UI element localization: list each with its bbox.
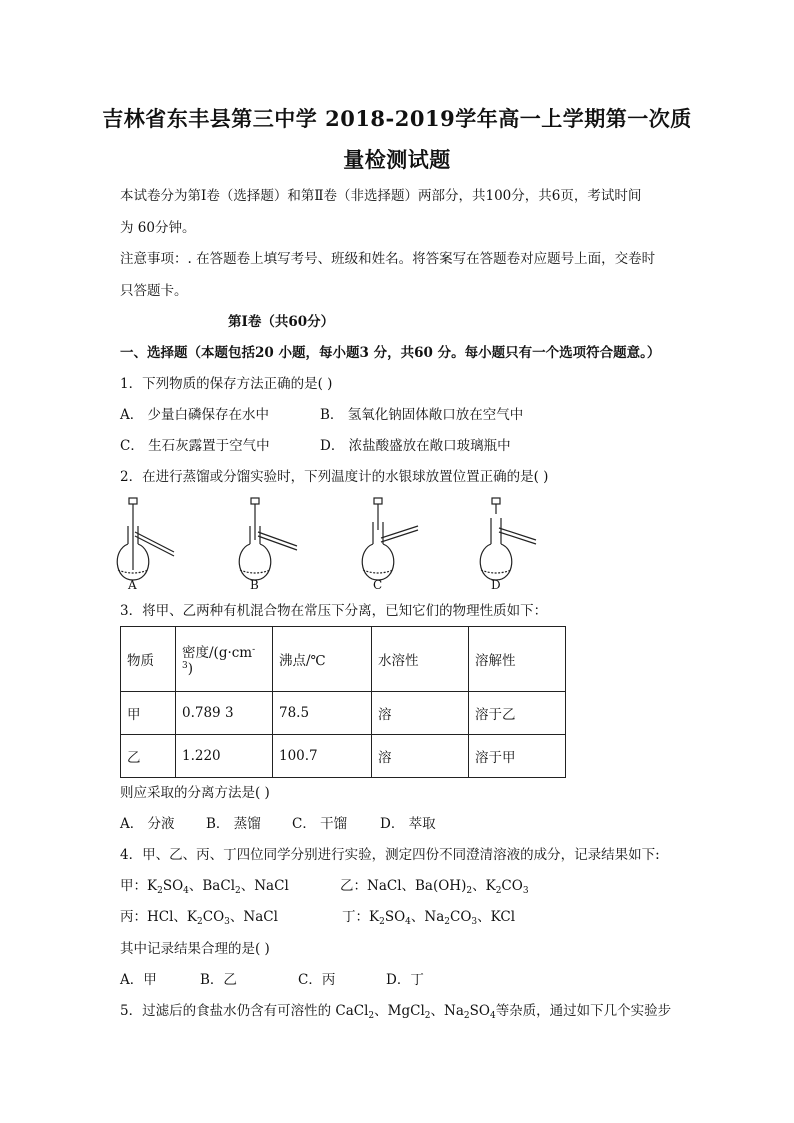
table-cell: 78.5	[273, 692, 372, 735]
table-cell: 甲	[121, 692, 176, 735]
q1-option-a: A． 少量白磷保存在水中	[120, 407, 270, 423]
apparatus-a	[117, 498, 174, 580]
apparatus-label-c: C	[373, 578, 383, 592]
table-cell: 溶于甲	[469, 735, 566, 778]
q4-option-a: A．甲	[120, 972, 157, 988]
part1-heading: 第Ⅰ卷（共60分）	[228, 314, 335, 330]
q4-record-bing: 丙：HCl、$K_2CO_3$、NaCl	[120, 909, 278, 927]
q1-option-d: D． 浓盐酸盛放在敞口玻璃瓶中	[320, 438, 511, 454]
density-header-text: 密度/(g·cm	[182, 645, 253, 661]
q5-stem: 5．过滤后的食盐水仍含有可溶性的 CaCl$_2$、MgCl$_2$、$Na_2SO_4$等杂质，通过如下几个实验步	[120, 1003, 672, 1021]
q3-option-d: D． 萃取	[380, 816, 436, 832]
q5-stem-start: 5．过滤后的食盐水仍含有可溶性的	[120, 1003, 336, 1019]
table-header-cell: 物质	[121, 627, 176, 692]
notice-line-1: 注意事项：. 在答题卷上填写考号、班级和姓名。将答案写在答题卷对应题号上面，交卷时	[120, 251, 656, 267]
title-line-2: 量检测试题	[343, 147, 451, 172]
q4-stem: 4．甲、乙、丙、丁四位同学分别进行实验，测定四份不同澄清溶液的成分，记录结果如下:	[120, 847, 660, 863]
q4-followup: 其中记录结果合理的是( )	[120, 941, 270, 957]
section1-heading: 一、选择题（本题包括20 小题，每小题3 分，共60 分。每小题只有一个选项符合题意。）	[120, 345, 661, 361]
q1-option-b: B． 氢氧化钠固体敞口放在空气中	[320, 407, 524, 423]
q4-record-jia: 甲：$K_2SO_4$、BaCl$_2$、NaCl	[120, 878, 289, 896]
table-cell: 100.7	[273, 735, 372, 778]
density-header-exponent: -3	[182, 645, 256, 671]
q3-option-a: A． 分液	[120, 816, 175, 832]
table-header-cell	[176, 627, 273, 692]
q4-option-d: D．丁	[386, 972, 424, 988]
table-header-cell: 溶解性	[469, 627, 566, 692]
q4-option-c: C．丙	[298, 972, 336, 988]
title-line-1: 吉林省东丰县第三中学 2018-2019学年高一上学期第一次质	[102, 106, 692, 131]
table-header-row	[121, 627, 566, 692]
q1-stem: 1．下列物质的保存方法正确的是( )	[120, 376, 333, 392]
notice-line-2: 只答题卡。	[120, 283, 188, 299]
table-row	[121, 692, 566, 735]
table-cell: 乙	[121, 735, 176, 778]
table-cell: 溶	[372, 692, 469, 735]
intro-line-1: 本试卷分为第Ⅰ卷（选择题）和第Ⅱ卷（非选择题）两部分，共100分，共6页，考试时间	[120, 188, 642, 204]
q4-record-yi: 乙：NaCl、$Ba(OH)_2$、$K_2CO_3$	[340, 878, 529, 896]
q3-followup: 则应采取的分离方法是( )	[120, 785, 270, 801]
properties-table	[120, 626, 566, 778]
apparatus-c	[362, 498, 418, 580]
table-cell: 1.220	[176, 735, 273, 778]
apparatus-b	[239, 498, 297, 580]
table-header-cell: 水溶性	[372, 627, 469, 692]
density-header-close: )	[187, 661, 194, 677]
distillation-apparatus-figure	[112, 494, 542, 594]
intro-line-2: 为 60分钟。	[120, 220, 196, 236]
q3-stem: 3．将甲、乙两种有机混合物在常压下分离，已知它们的物理性质如下：	[120, 603, 548, 619]
apparatus-label-d: D	[491, 578, 501, 592]
q4-yi-label: 乙：	[340, 878, 367, 894]
q3-option-b: B． 蒸馏	[206, 816, 261, 832]
q1-option-c: C． 生石灰露置于空气中	[120, 438, 270, 454]
q4-ding-label: 丁：	[342, 909, 369, 925]
apparatus-label-a: A	[128, 578, 137, 592]
q4-option-b: B．乙	[200, 972, 237, 988]
table-cell: 0.789 3	[176, 692, 273, 735]
q5-stem-end: 等杂质，通过如下几个实验步	[495, 1003, 672, 1019]
table-cell: 溶于乙	[469, 692, 566, 735]
apparatus-d	[480, 498, 536, 580]
table-header-cell: 沸点/℃	[273, 627, 372, 692]
q4-record-ding: 丁：$K_2SO_4$、$Na_2CO_3$、KCl	[342, 909, 516, 927]
apparatus-label-b: B	[250, 578, 259, 592]
q2-stem: 2．在进行蒸馏或分馏实验时，下列温度计的水银球放置位置正确的是( )	[120, 469, 549, 485]
q4-bing-label: 丙：	[120, 909, 147, 925]
q4-jia-label: 甲：	[120, 878, 147, 894]
table-row	[121, 735, 566, 778]
table-cell: 溶	[372, 735, 469, 778]
q3-option-c: C． 干馏	[292, 816, 348, 832]
